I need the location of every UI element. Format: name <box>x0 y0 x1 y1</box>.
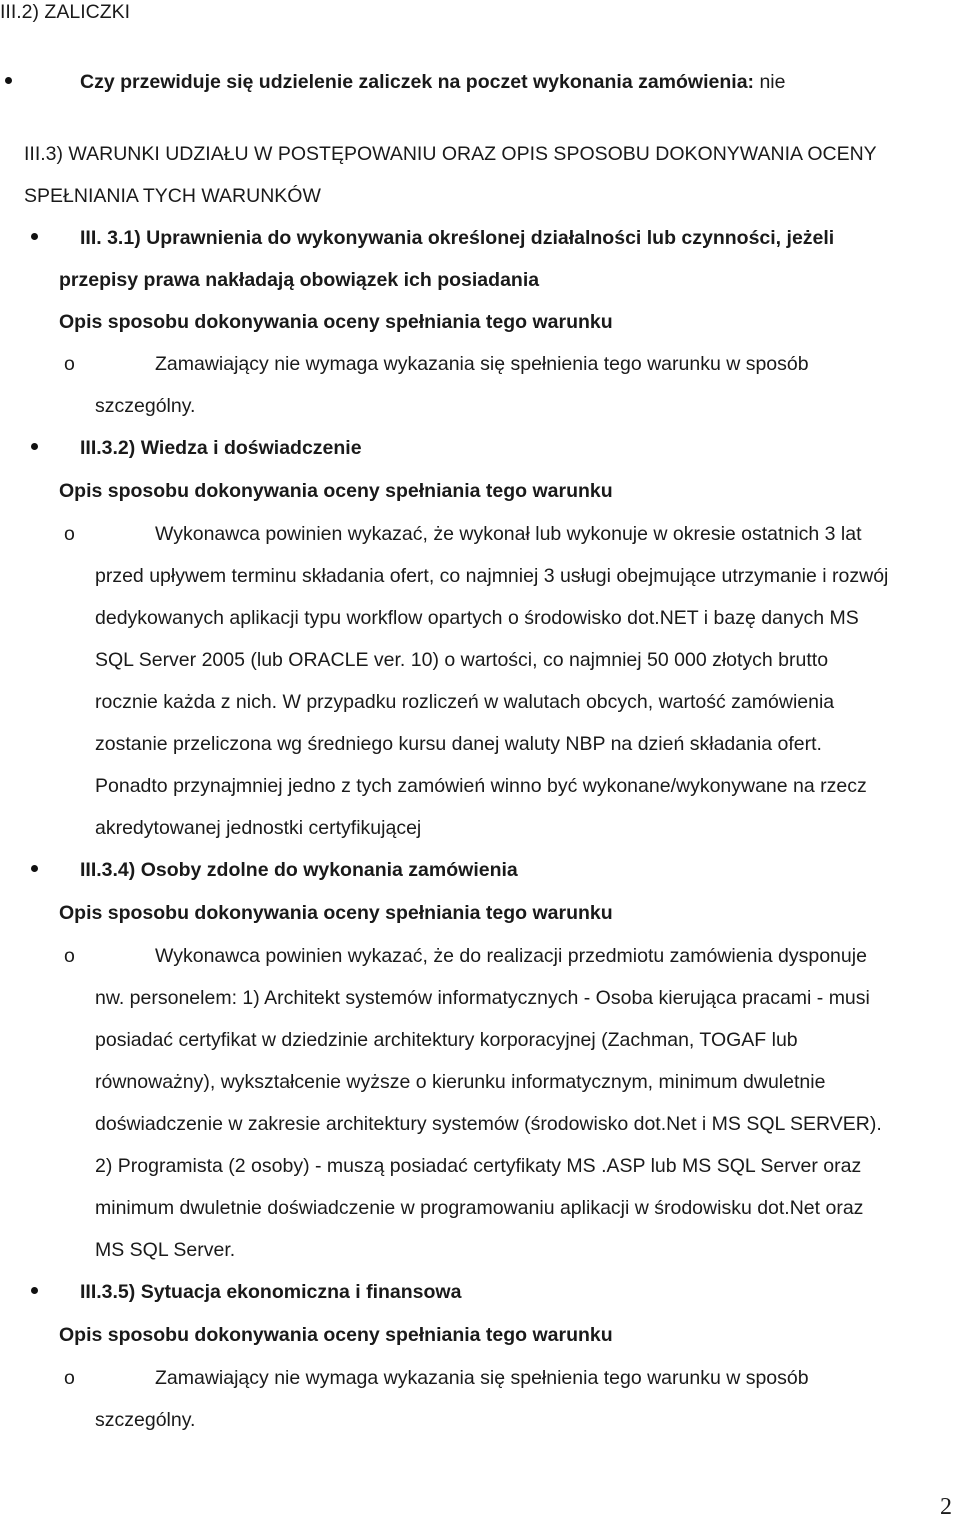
zaliczki-question-text: Czy przewiduje się udzielenie zaliczek na poczet wykonania zamówienia: <box>80 71 755 93</box>
item-3-5-text-line2: szczególny. <box>95 1409 196 1431</box>
section-heading-warunki-line2: SPEŁNIANIA TYCH WARUNKÓW <box>24 185 321 207</box>
item-3-4-line: równoważny), wykształcenie wyższe o kierunku informatycznym, minimum dwuletnie <box>95 1071 826 1093</box>
item-3-2-line: akredytowanej jednostki certyfikującej <box>95 817 422 839</box>
section-heading-zaliczki: III.2) ZALICZKI <box>0 1 131 23</box>
item-3-2-line: zostanie przeliczona wg średniego kursu danej waluty NBP na dzień składania ofert. <box>95 733 822 755</box>
bullet <box>31 233 38 240</box>
item-3-5-text-line1: Zamawiający nie wymaga wykazania się spełnienia tego warunku w sposób <box>155 1367 809 1389</box>
sub-bullet-marker: o <box>64 945 75 967</box>
item-3-2-line: rocznie każda z nich. W przypadku rozliczeń w walutach obcych, wartość zamówienia <box>95 691 835 713</box>
item-3-4-line: 2) Programista (2 osoby) - muszą posiadać certyfikaty MS .ASP lub MS SQL Server oraz <box>95 1155 862 1177</box>
sub-bullet-marker: o <box>64 523 75 545</box>
item-3-4-title: III.3.4) Osoby zdolne do wykonania zamówienia <box>80 859 518 881</box>
sub-bullet-marker: o <box>64 1367 75 1389</box>
item-3-2-line: dedykowanych aplikacji typu workflow opartych o środowisko dot.NET i bazę danych MS <box>95 607 859 629</box>
item-3-4-line: Wykonawca powinien wykazać, że do realizacji przedmiotu zamówienia dysponuje <box>155 945 867 967</box>
item-3-4-opis-heading: Opis sposobu dokonywania oceny spełniania tego warunku <box>59 902 613 924</box>
item-3-4-line: MS SQL Server. <box>95 1239 236 1261</box>
zaliczki-question <box>80 70 786 94</box>
item-3-4-line: posiadać certyfikat w dziedzinie architektury korporacyjnej (Zachman, TOGAF lub <box>95 1029 798 1051</box>
item-3-1-title-line2: przepisy prawa nakładają obowiązek ich posiadania <box>59 269 540 291</box>
bullet <box>31 865 38 872</box>
section-heading-warunki-line1: III.3) WARUNKI UDZIAŁU W POSTĘPOWANIU ORAZ OPIS SPOSOBU DOKONYWANIA OCENY <box>24 143 877 165</box>
item-3-2-line: Ponadto przynajmniej jedno z tych zamówień winno być wykonane/wykonywane na rzecz <box>95 775 867 797</box>
bullet <box>31 1287 38 1294</box>
sub-bullet-marker: o <box>64 353 75 375</box>
zaliczki-answer: nie <box>754 71 786 93</box>
bullet <box>5 77 12 84</box>
item-3-1-text-line1: Zamawiający nie wymaga wykazania się spełnienia tego warunku w sposób <box>155 353 809 375</box>
item-3-1-text-line2: szczególny. <box>95 395 196 417</box>
item-3-4-line: minimum dwuletnie doświadczenie w programowaniu aplikacji w środowisku dot.Net oraz <box>95 1197 864 1219</box>
item-3-1-opis-heading: Opis sposobu dokonywania oceny spełniania tego warunku <box>59 311 613 333</box>
item-3-4-line: doświadczenie w zakresie architektury systemów (środowisko dot.Net i MS SQL SERVER). <box>95 1113 882 1135</box>
item-3-2-line: Wykonawca powinien wykazać, że wykonał lub wykonuje w okresie ostatnich 3 lat <box>155 523 862 545</box>
item-3-2-line: SQL Server 2005 (lub ORACLE ver. 10) o wartości, co najmniej 50 000 złotych brutto <box>95 649 829 671</box>
item-3-2-opis-heading: Opis sposobu dokonywania oceny spełniania tego warunku <box>59 480 613 502</box>
item-3-1-title-line1: III. 3.1) Uprawnienia do wykonywania określonej działalności lub czynności, jeżeli <box>80 227 835 249</box>
page-number: 2 <box>940 1494 952 1520</box>
item-3-2-title: III.3.2) Wiedza i doświadczenie <box>80 437 362 459</box>
item-3-4-line: nw. personelem: 1) Architekt systemów informatycznych - Osoba kierująca pracami - musi <box>95 987 870 1009</box>
item-3-5-title: III.3.5) Sytuacja ekonomiczna i finansowa <box>80 1281 462 1303</box>
bullet <box>31 443 38 450</box>
item-3-2-line: przed upływem terminu składania ofert, co najmniej 3 usługi obejmujące utrzymanie i rozwój <box>95 565 889 587</box>
item-3-5-opis-heading: Opis sposobu dokonywania oceny spełniania tego warunku <box>59 1324 613 1346</box>
